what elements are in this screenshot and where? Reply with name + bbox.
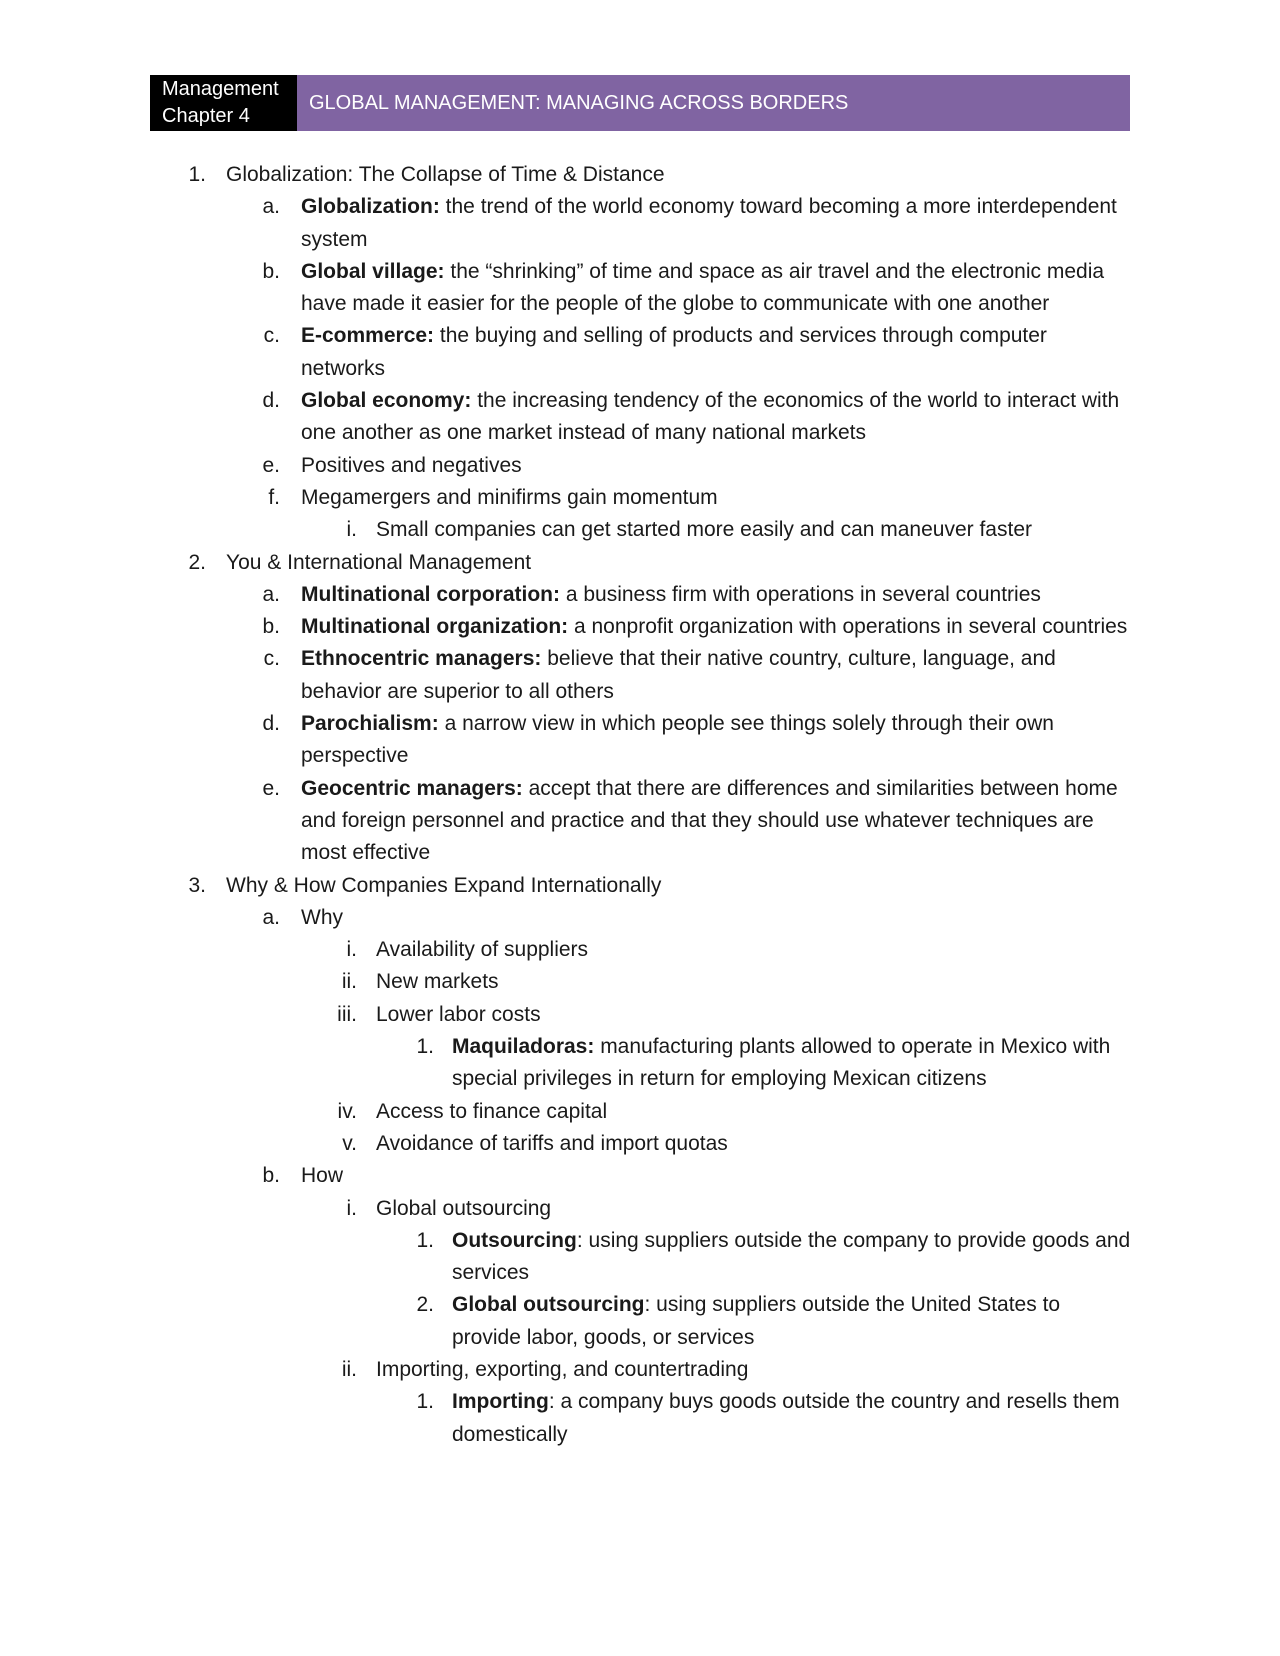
item-text xyxy=(376,966,1131,998)
item-description: Availability of suppliers xyxy=(376,938,589,962)
list-marker: 2. xyxy=(416,1293,434,1317)
item-text xyxy=(301,708,1131,773)
outline-item xyxy=(0,966,1280,998)
item-text xyxy=(301,611,1131,643)
list-marker: v. xyxy=(342,1131,357,1155)
list-marker: e. xyxy=(262,776,280,800)
page-header xyxy=(150,75,1130,131)
item-text xyxy=(226,870,1126,902)
item-description: Globalization: The Collapse of Time & Distance xyxy=(226,163,665,186)
outline-item xyxy=(0,256,1280,321)
item-text xyxy=(301,579,1131,611)
list-marker: c. xyxy=(263,647,280,671)
outline-item xyxy=(0,1386,1280,1451)
item-description: accept that there are differences and similarities between home and foreign personnel and practice and that they should use whatever techniques are most effective xyxy=(301,776,1118,865)
item-description: a nonprofit organization with operations in several countries xyxy=(568,615,1128,639)
item-description: believe that their native country, culture, language, and behavior are superior to all others xyxy=(301,647,1056,703)
item-description: Lower labor costs xyxy=(376,1002,541,1026)
list-marker: b. xyxy=(262,1164,280,1188)
defined-term: Importing xyxy=(452,1390,549,1414)
list-marker: f. xyxy=(268,485,280,509)
item-text xyxy=(452,1289,1132,1354)
outline-item xyxy=(0,1354,1280,1386)
item-description: Why & How Companies Expand Internationally xyxy=(226,873,662,897)
item-description: the “shrinking” of time and space as air travel and the electronic media have made it easier for the people of the globe to communicate with one another xyxy=(301,259,1105,316)
defined-term: Outsourcing xyxy=(452,1228,577,1252)
item-description: How xyxy=(301,1164,344,1188)
list-marker: iv. xyxy=(337,1099,357,1123)
item-description: : using suppliers outside the company to provide goods and services xyxy=(452,1228,1131,1285)
item-description: Megamergers and minifirms gain momentum xyxy=(301,485,718,509)
outline-item xyxy=(0,934,1280,966)
item-text xyxy=(376,1128,1131,1160)
defined-term: Global village: xyxy=(301,259,445,283)
list-marker: ii. xyxy=(341,1357,357,1381)
list-marker: i. xyxy=(346,1196,357,1220)
list-marker: 1. xyxy=(416,1228,434,1252)
list-marker: 3. xyxy=(188,873,206,897)
item-description: the buying and selling of products and services through computer networks xyxy=(301,324,1047,380)
outline-item xyxy=(0,1160,1280,1192)
outline-item xyxy=(0,1031,1280,1096)
item-text xyxy=(452,1225,1132,1290)
item-text xyxy=(376,934,1131,966)
item-description: Small companies can get started more easily and can maneuver faster xyxy=(376,518,1032,542)
item-text xyxy=(226,547,1126,579)
outline-item xyxy=(0,1193,1280,1225)
outline-item xyxy=(0,579,1280,611)
outline-item xyxy=(0,547,1280,579)
item-description: You & International Management xyxy=(226,550,532,574)
outline-item xyxy=(0,611,1280,643)
list-marker: 2. xyxy=(188,550,206,574)
list-marker: e. xyxy=(262,453,280,477)
outline-item xyxy=(0,643,1280,708)
defined-term: Global economy: xyxy=(301,389,472,413)
item-description: a business firm with operations in several countries xyxy=(559,582,1041,606)
outline-item xyxy=(0,1128,1280,1160)
item-text xyxy=(376,514,1131,546)
defined-term: E-commerce: xyxy=(301,324,435,348)
item-text xyxy=(301,256,1131,321)
list-marker: iii. xyxy=(337,1002,357,1026)
list-marker: i. xyxy=(346,938,357,962)
defined-term: Globalization: xyxy=(301,195,440,219)
item-description: the trend of the world economy toward becoming a more interdependent system xyxy=(301,195,1117,251)
item-text xyxy=(452,1386,1132,1451)
outline-item xyxy=(0,320,1280,385)
list-marker: 1. xyxy=(416,1390,434,1414)
defined-term: Geocentric managers: xyxy=(301,776,523,800)
outline-item xyxy=(0,450,1280,482)
outline-item xyxy=(0,1096,1280,1128)
item-description: the increasing tendency of the economics of the world to interact with one another as one market instead of many national markets xyxy=(301,389,1120,445)
item-text xyxy=(301,773,1131,870)
defined-term: Global outsourcing xyxy=(452,1293,645,1317)
defined-term: Maquiladoras: xyxy=(452,1035,595,1059)
item-text xyxy=(301,450,1131,482)
item-description: Global outsourcing xyxy=(376,1196,552,1220)
item-description: New markets xyxy=(376,970,499,994)
list-marker: d. xyxy=(262,712,280,736)
item-text xyxy=(301,643,1131,708)
list-marker: c. xyxy=(263,324,280,348)
item-description: : a company buys goods outside the country and resells them domestically xyxy=(452,1390,1120,1446)
item-description: a narrow view in which people see things solely through their own perspective xyxy=(301,712,1054,768)
outline-item xyxy=(0,385,1280,450)
outline-item xyxy=(0,514,1280,546)
outline-item xyxy=(0,159,1280,191)
list-marker: i. xyxy=(346,518,357,542)
outline-item xyxy=(0,1289,1280,1354)
item-text xyxy=(376,1354,1131,1386)
item-text xyxy=(301,191,1131,256)
outline-item xyxy=(0,191,1280,256)
list-marker: d. xyxy=(262,389,280,413)
item-description: Why xyxy=(301,905,343,929)
outline-item xyxy=(0,708,1280,773)
list-marker: a. xyxy=(262,582,280,606)
list-marker: b. xyxy=(262,615,280,639)
list-marker: ii. xyxy=(341,970,357,994)
list-marker: 1. xyxy=(188,163,206,186)
chapter-title: GLOBAL MANAGEMENT: MANAGING ACROSS BORDERS xyxy=(297,75,1130,131)
outline-list xyxy=(0,159,1280,1451)
item-text xyxy=(301,1160,1131,1192)
defined-term: Parochialism: xyxy=(301,712,439,736)
item-text xyxy=(301,482,1131,514)
item-description: Avoidance of tariffs and import quotas xyxy=(376,1131,728,1155)
item-description: Access to finance capital xyxy=(376,1099,608,1123)
item-text xyxy=(301,385,1131,450)
list-marker: a. xyxy=(262,195,280,219)
item-text xyxy=(376,1193,1131,1225)
item-text xyxy=(301,902,1131,934)
outline-item xyxy=(0,902,1280,934)
outline-item xyxy=(0,1225,1280,1290)
defined-term: Ethnocentric managers: xyxy=(301,647,542,671)
list-marker: 1. xyxy=(416,1035,434,1059)
item-description: manufacturing plants allowed to operate in Mexico with special privileges in return for employing Mexican citizens xyxy=(452,1035,1111,1091)
outline-item xyxy=(0,999,1280,1031)
outline-item xyxy=(0,870,1280,902)
item-description: Positives and negatives xyxy=(301,453,522,477)
item-text xyxy=(226,159,1126,191)
item-text xyxy=(301,320,1131,385)
item-description: Importing, exporting, and countertrading xyxy=(376,1357,749,1381)
item-text xyxy=(376,1096,1131,1128)
list-marker: b. xyxy=(262,259,280,283)
list-marker: a. xyxy=(262,905,280,929)
item-description: : using suppliers outside the United States to provide labor, goods, or services xyxy=(452,1293,1061,1349)
outline-item xyxy=(0,482,1280,514)
chapter-label: Management Chapter 4 xyxy=(150,75,297,131)
defined-term: Multinational organization: xyxy=(301,615,569,639)
item-text xyxy=(452,1031,1132,1096)
item-text xyxy=(376,999,1131,1031)
defined-term: Multinational corporation: xyxy=(301,582,560,606)
outline-item xyxy=(0,773,1280,870)
